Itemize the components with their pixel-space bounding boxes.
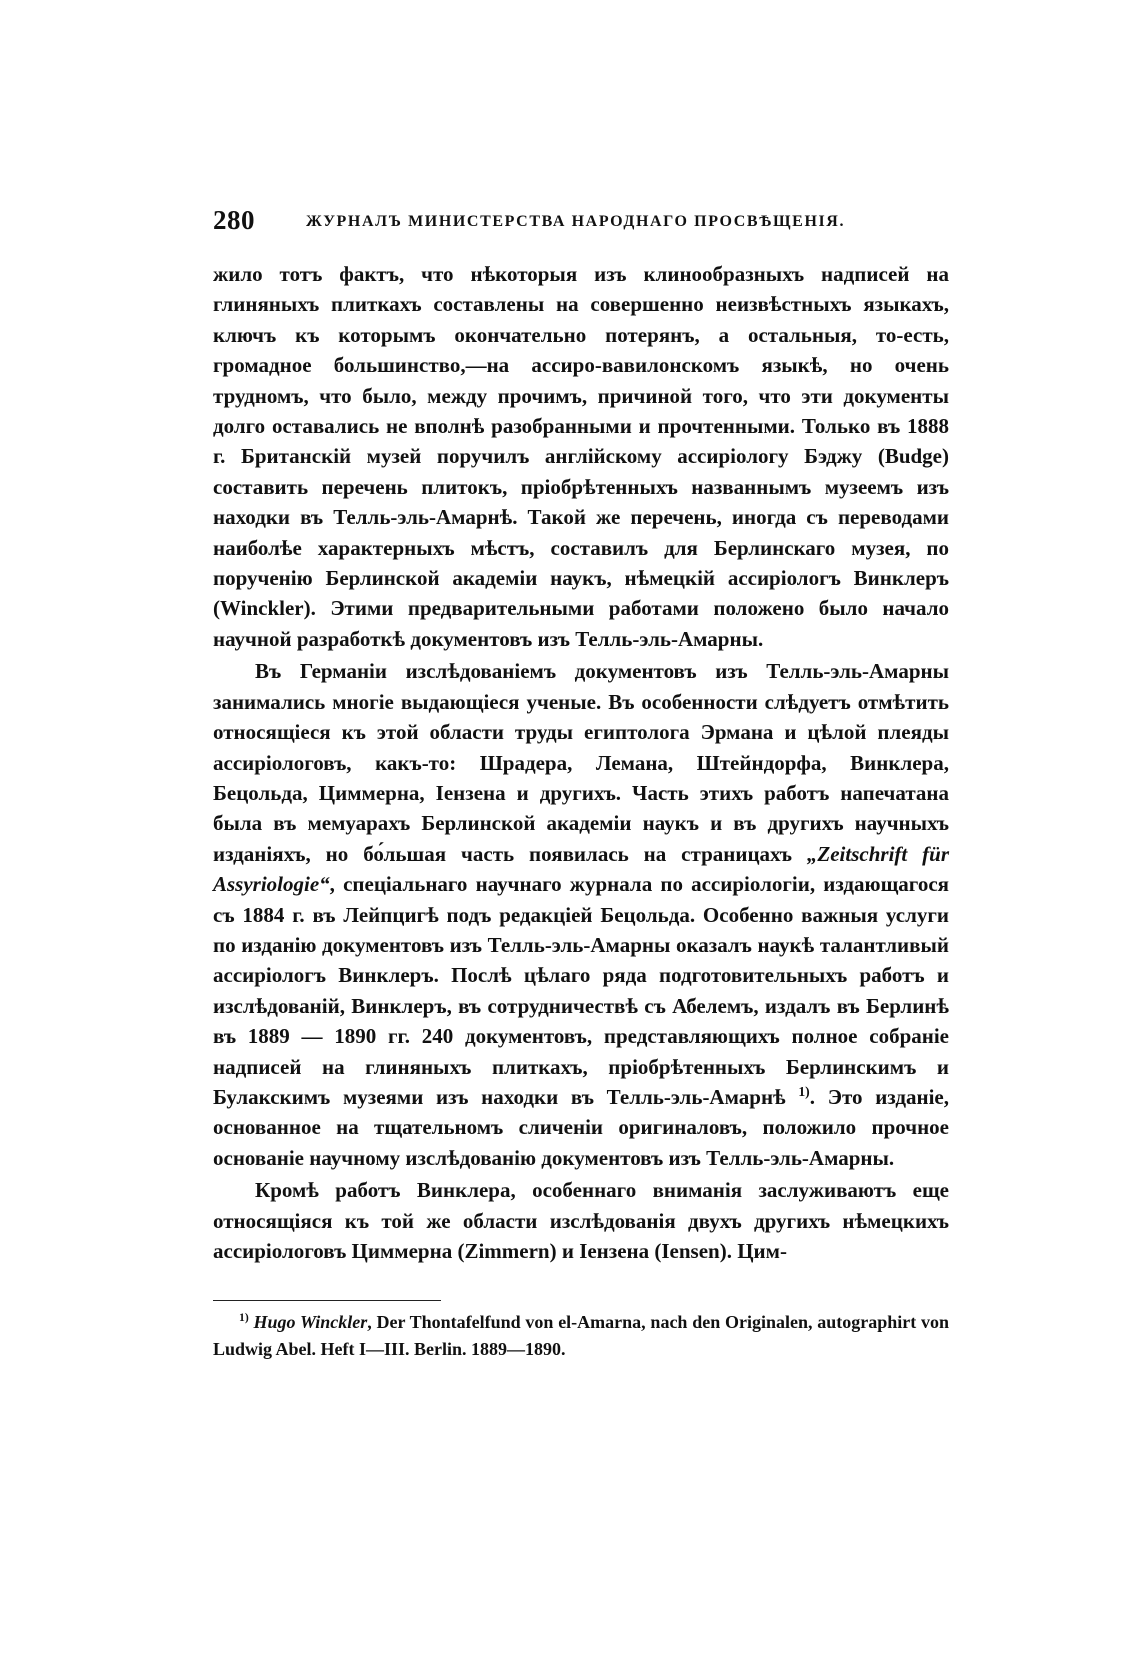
paragraph-1: жило тотъ фактъ, что нѣкоторыя изъ клинообразныхъ надписей на глиняныхъ плиткахъ составлены на совершенно неизвѣстныхъ языкахъ, ключъ къ которымъ окончательно потерянъ, а остальныя, то-есть, громадное большинство,—на ассиро-вавилонскомъ языкѣ, но очень трудномъ, что было, между прочимъ, причиной того, что эти документы долго оставались не вполнѣ разобранными и прочтенными. Только въ 1888 г. Британскій музей поручилъ англійскому ассиріологу Бэджу (Budge) составить перечень плитокъ, пріобрѣтенныхъ названнымъ музеемъ изъ находки въ Телль-эль-Амарнѣ. Такой же перечень, иногда съ переводами наиболѣе характерныхъ мѣстъ, составилъ для Берлинскаго музея, по порученію Берлинской академіи наукъ, нѣмецкій ассиріологъ Винклеръ (Winckler). Этими предварительными работами положено было начало научной разработкѣ документовъ изъ Телль-эль-Амарны. — [213, 262, 949, 651]
footnote-reference: 1) — [798, 1083, 810, 1099]
body-text — [213, 259, 949, 1266]
footnote — [213, 1309, 949, 1363]
paragraph-3: Кромѣ работъ Винклера, особеннаго вниманія заслуживаютъ еще относящіяся къ той же области изслѣдованія двухъ другихъ нѣмецкихъ ассиріологовъ Циммерна (Zimmern) и Іензена (Iensen). Цим- — [213, 1178, 949, 1263]
running-head — [213, 205, 949, 245]
paragraph-2-part-3: . Это изданіе, основанное на тщательномъ сличеніи оригиналовъ, положило прочное основаніе научному изслѣдованію документовъ изъ Телль-эль-Амарны. — [213, 1084, 949, 1170]
footnote-separator — [213, 1300, 441, 1301]
paragraph-2-part-2: , спеціальнаго научнаго журнала по ассиріологіи, издающагося съ 1884 г. въ Лейпцигѣ подъ редакціей Бецольда. Особенно важныя услуги по изданію документовъ изъ Телль-эль-Амарны оказалъ наукѣ талантливый ассиріологъ Винклеръ. Послѣ цѣлаго ряда подготовительныхъ работъ и изслѣдованій, Винклеръ, въ сотрудничествѣ съ Абелемъ, издалъ въ Берлинѣ въ 1889 — 1890 гг. 240 документовъ, представляющихъ полное собраніе надписей на глиняныхъ плиткахъ, пріобрѣтенныхъ Берлинскимъ и Булакскимъ музеями изъ находки въ Телль-эль-Амарнѣ — [213, 872, 949, 1109]
footnote-marker: 1) — [239, 1311, 249, 1325]
book-page — [213, 205, 949, 1363]
journal-title: ЖУРНАЛЪ МИНИСТЕРСТВА НАРОДНАГО ПРОСВѢЩЕНІЯ. — [306, 213, 846, 230]
footnote-text: , Der Thontafelfund von el-Amarna, nach den Originalen, autographirt von Ludwig Abel. Heft I—III. Berlin. 1889—1890. — [213, 1312, 949, 1360]
journal-name: „Zeitschrift für Assyriologie“ — [213, 841, 949, 897]
footnote-author: Hugo Winckler — [253, 1312, 368, 1333]
page-number: 280 — [213, 205, 255, 235]
paragraph-2-part-1: Въ Германіи изслѣдованіемъ документовъ изъ Телль-эль-Амарны занимались многіе выдающіеся ученые. Въ особенности слѣдуетъ отмѣтить относящіеся къ этой области труды египтолога Эрмана и цѣлой плеяды ассиріологовъ, какъ-то: Шрадера, Лемана, Штейндорфа, Винклера, Бецольда, Циммерна, Іензена и другихъ. Часть этихъ работъ напечатана была въ мемуарахъ Берлинской академіи наукъ и въ другихъ научныхъ изданіяхъ, но бо́льшая часть появилась на страницахъ — [213, 659, 949, 866]
paragraph-2 — [213, 656, 949, 1173]
